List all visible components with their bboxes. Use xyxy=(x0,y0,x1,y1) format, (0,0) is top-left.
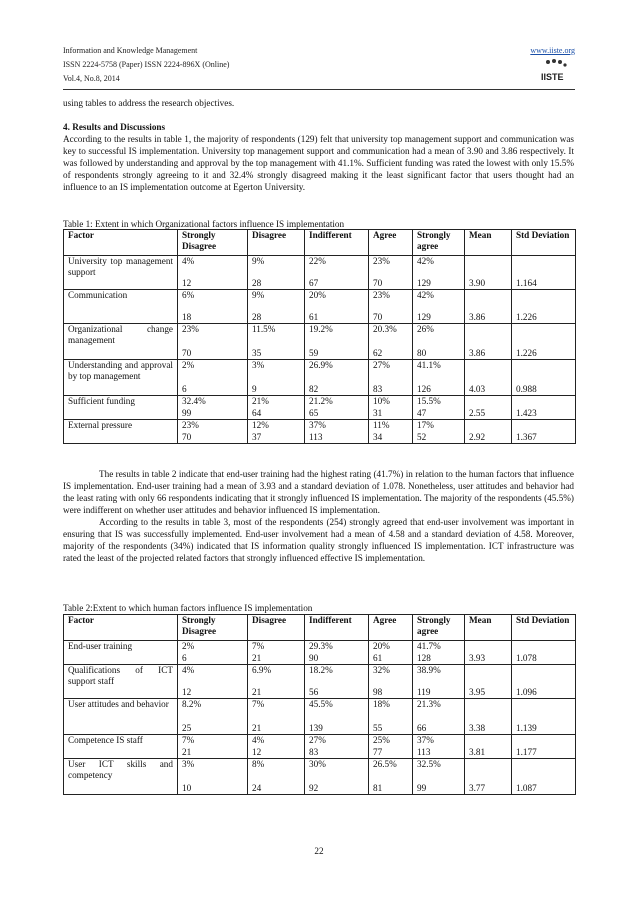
mean-cell: 3.77 xyxy=(465,759,512,795)
iiste-logo-text: IISTE xyxy=(541,72,564,82)
response-cell xyxy=(305,360,369,396)
response-cell xyxy=(413,735,465,759)
count-value: 28 xyxy=(252,312,262,322)
percent-value: 41.7% xyxy=(417,641,441,651)
count-value: 64 xyxy=(252,408,262,418)
response-cell xyxy=(248,360,305,396)
response-cell xyxy=(413,290,465,324)
response-cell xyxy=(248,699,305,735)
response-cell xyxy=(178,324,248,360)
percent-value: 25% xyxy=(373,735,390,745)
count-value: 12 xyxy=(182,278,192,288)
percent-value: 37% xyxy=(309,420,326,430)
response-cell xyxy=(248,324,305,360)
percent-value: 20% xyxy=(309,290,326,300)
percent-value: 23% xyxy=(182,324,199,334)
factor-cell: Organizational change management xyxy=(64,324,178,360)
response-cell xyxy=(248,420,305,444)
header-cell: Factor xyxy=(64,230,178,256)
count-value: 98 xyxy=(373,687,383,697)
count-value: 21 xyxy=(252,723,262,733)
std-cell: 1.367 xyxy=(512,420,576,444)
response-cell xyxy=(369,735,413,759)
count-value: 31 xyxy=(373,408,383,418)
count-value: 9 xyxy=(252,384,257,394)
percent-value: 4% xyxy=(182,665,195,675)
table2-caption: Table 2:Extent to which human factors influence IS implementation xyxy=(63,603,313,613)
mean-cell: 3.95 xyxy=(465,665,512,699)
response-cell xyxy=(305,324,369,360)
count-value: 56 xyxy=(309,687,319,697)
percent-value: 18% xyxy=(373,699,390,709)
response-cell xyxy=(369,420,413,444)
count-value: 18 xyxy=(182,312,192,322)
percent-value: 30% xyxy=(309,759,326,769)
response-cell xyxy=(305,699,369,735)
percent-value: 17% xyxy=(417,420,434,430)
response-cell xyxy=(413,759,465,795)
percent-value: 23% xyxy=(373,290,390,300)
response-cell xyxy=(369,256,413,290)
mean-cell: 3.81 xyxy=(465,735,512,759)
count-value: 70 xyxy=(373,278,383,288)
response-cell xyxy=(178,735,248,759)
response-cell xyxy=(305,290,369,324)
table-row xyxy=(64,759,576,795)
std-cell: 1.226 xyxy=(512,290,576,324)
table2-header-row xyxy=(64,615,576,641)
count-value: 12 xyxy=(252,747,262,757)
factor-cell: Qualifications of ICT support staff xyxy=(64,665,178,699)
response-cell xyxy=(413,420,465,444)
percent-value: 10% xyxy=(373,396,390,406)
percent-value: 29.3% xyxy=(309,641,333,651)
percent-value: 21% xyxy=(252,396,269,406)
response-cell xyxy=(178,420,248,444)
header-cell: Strongly agree xyxy=(413,615,465,641)
percent-value: 9% xyxy=(252,256,265,266)
response-cell xyxy=(248,641,305,665)
header-cell: Agree xyxy=(369,230,413,256)
factor-cell: University top management support xyxy=(64,256,178,290)
percent-value: 4% xyxy=(252,735,265,745)
results-section xyxy=(63,121,574,193)
response-cell xyxy=(369,759,413,795)
paragraph-3: According to the results in table 3, most of the respondents (254) strongly agreed that end-user involvement was important in ensuring that IS was successfully implemented. End-user involvement had a mean of 4.58 and a standard deviation of 4.58. Moreover, majority of the respondents (34%) indicated that IS information quality strongly influenced IS implementation. ICT infrastructure was rated the least of the projected related factors that strongly influenced effective IS implementation. xyxy=(63,517,574,563)
table-row xyxy=(64,290,576,324)
count-value: 70 xyxy=(373,312,383,322)
std-cell: 1.139 xyxy=(512,699,576,735)
percent-value: 18.2% xyxy=(309,665,333,675)
response-cell xyxy=(178,290,248,324)
std-cell: 1.423 xyxy=(512,396,576,420)
response-cell xyxy=(369,396,413,420)
std-cell: 1.096 xyxy=(512,665,576,699)
factor-cell: Competence IS staff xyxy=(64,735,178,759)
count-value: 62 xyxy=(373,348,383,358)
table-row xyxy=(64,324,576,360)
table-row xyxy=(64,735,576,759)
mean-cell: 3.38 xyxy=(465,699,512,735)
count-value: 10 xyxy=(182,783,192,793)
count-value: 77 xyxy=(373,747,383,757)
percent-value: 41.1% xyxy=(417,360,441,370)
table1-header-row xyxy=(64,230,576,256)
count-value: 70 xyxy=(182,348,192,358)
response-cell xyxy=(178,699,248,735)
count-value: 119 xyxy=(417,687,431,697)
table-row xyxy=(64,665,576,699)
table-row xyxy=(64,256,576,290)
response-cell xyxy=(248,759,305,795)
std-cell: 1.087 xyxy=(512,759,576,795)
count-value: 128 xyxy=(417,653,431,663)
count-value: 99 xyxy=(417,783,427,793)
header-cell: Factor xyxy=(64,615,178,641)
percent-value: 26.9% xyxy=(309,360,333,370)
percent-value: 20% xyxy=(373,641,390,651)
header-cell: Std Deviation xyxy=(512,230,576,256)
response-cell xyxy=(369,641,413,665)
percent-value: 37% xyxy=(417,735,434,745)
response-cell xyxy=(369,290,413,324)
percent-value: 2% xyxy=(182,360,195,370)
count-value: 52 xyxy=(417,432,427,442)
header-cell: Mean xyxy=(465,615,512,641)
factor-cell: Sufficient funding xyxy=(64,396,178,420)
table-2 xyxy=(63,614,576,795)
discussion-block xyxy=(63,468,574,564)
response-cell xyxy=(369,360,413,396)
response-cell xyxy=(413,665,465,699)
count-value: 21 xyxy=(252,687,262,697)
response-cell xyxy=(369,665,413,699)
table-row xyxy=(64,360,576,396)
iiste-logo xyxy=(540,58,570,84)
std-cell: 1.078 xyxy=(512,641,576,665)
response-cell xyxy=(305,665,369,699)
std-cell: 1.226 xyxy=(512,324,576,360)
section-heading: 4. Results and Discussions xyxy=(63,122,166,132)
percent-value: 27% xyxy=(373,360,390,370)
percent-value: 23% xyxy=(182,420,199,430)
header-cell: Indifferent xyxy=(305,615,369,641)
percent-value: 42% xyxy=(417,256,434,266)
response-cell xyxy=(413,396,465,420)
count-value: 37 xyxy=(252,432,262,442)
percent-value: 9% xyxy=(252,290,265,300)
header-cell: Strongly agree xyxy=(413,230,465,256)
percent-value: 7% xyxy=(252,641,265,651)
response-cell xyxy=(369,699,413,735)
volume-line: Vol.4, No.8, 2014 xyxy=(63,74,120,83)
paragraph-2: The results in table 2 indicate that end-user training had the highest rating (41.7%) in relation to the human factors that influence IS implementation. End-user training had a mean of 3.93 and a standard deviation of 1.078. Nonetheless, user attitudes and behavior had the least rating with only 66 respondents indicating that it strongly influenced IS implementation. The majority of the respondents (45.5%) were indifferent on whether user attitudes and behavior influenced IS implementation. xyxy=(63,469,574,515)
percent-value: 3% xyxy=(252,360,265,370)
count-value: 28 xyxy=(252,278,262,288)
count-value: 55 xyxy=(373,723,383,733)
count-value: 113 xyxy=(417,747,431,757)
count-value: 92 xyxy=(309,783,319,793)
count-value: 34 xyxy=(373,432,383,442)
response-cell xyxy=(413,256,465,290)
response-cell xyxy=(413,641,465,665)
factor-cell: Understanding and approval by top management xyxy=(64,360,178,396)
count-value: 66 xyxy=(417,723,427,733)
header-cell: Disagree xyxy=(248,230,305,256)
percent-value: 32.5% xyxy=(417,759,441,769)
percent-value: 23% xyxy=(373,256,390,266)
count-value: 6 xyxy=(182,653,187,663)
percent-value: 22% xyxy=(309,256,326,266)
table-row xyxy=(64,420,576,444)
intro-line: using tables to address the research objectives. xyxy=(63,98,235,108)
count-value: 6 xyxy=(182,384,187,394)
percent-value: 7% xyxy=(182,735,195,745)
mean-cell: 2.55 xyxy=(465,396,512,420)
response-cell xyxy=(413,360,465,396)
response-cell xyxy=(305,759,369,795)
response-cell xyxy=(178,256,248,290)
count-value: 126 xyxy=(417,384,431,394)
count-value: 61 xyxy=(373,653,383,663)
count-value: 35 xyxy=(252,348,262,358)
response-cell xyxy=(248,665,305,699)
header-cell: Mean xyxy=(465,230,512,256)
percent-value: 11% xyxy=(373,420,390,430)
factor-cell: End-user training xyxy=(64,641,178,665)
response-cell xyxy=(178,665,248,699)
percent-value: 15.5% xyxy=(417,396,441,406)
percent-value: 21.3% xyxy=(417,699,441,709)
percent-value: 27% xyxy=(309,735,326,745)
factor-cell: User attitudes and behavior xyxy=(64,699,178,735)
percent-value: 12% xyxy=(252,420,269,430)
header-cell: Agree xyxy=(369,615,413,641)
response-cell xyxy=(178,396,248,420)
header-cell: Strongly Disagree xyxy=(178,615,248,641)
response-cell xyxy=(248,290,305,324)
page-number: 22 xyxy=(314,846,324,856)
header-cell: Indifferent xyxy=(305,230,369,256)
count-value: 82 xyxy=(309,384,319,394)
percent-value: 20.3% xyxy=(373,324,397,334)
percent-value: 26.5% xyxy=(373,759,397,769)
response-cell xyxy=(413,699,465,735)
response-cell xyxy=(178,641,248,665)
percent-value: 38.9% xyxy=(417,665,441,675)
count-value: 47 xyxy=(417,408,427,418)
percent-value: 2% xyxy=(182,641,195,651)
mean-cell: 4.03 xyxy=(465,360,512,396)
mean-cell: 3.93 xyxy=(465,641,512,665)
response-cell xyxy=(413,324,465,360)
intro-block xyxy=(63,97,574,109)
count-value: 12 xyxy=(182,687,192,697)
count-value: 139 xyxy=(309,723,323,733)
journal-name: Information and Knowledge Management xyxy=(63,46,198,55)
percent-value: 11.5% xyxy=(252,324,276,334)
count-value: 81 xyxy=(373,783,383,793)
percent-value: 6% xyxy=(182,290,195,300)
response-cell xyxy=(369,324,413,360)
journal-url-link[interactable]: www.iiste.org xyxy=(530,46,575,55)
response-cell xyxy=(305,396,369,420)
table-1 xyxy=(63,229,576,444)
count-value: 99 xyxy=(182,408,192,418)
count-value: 90 xyxy=(309,653,319,663)
count-value: 83 xyxy=(373,384,383,394)
count-value: 21 xyxy=(252,653,262,663)
percent-value: 3% xyxy=(182,759,195,769)
header-cell: Strongly Disagree xyxy=(178,230,248,256)
std-cell: 1.164 xyxy=(512,256,576,290)
count-value: 21 xyxy=(182,747,192,757)
response-cell xyxy=(305,256,369,290)
mean-cell: 2.92 xyxy=(465,420,512,444)
mean-cell: 3.86 xyxy=(465,324,512,360)
header-cell: Std Deviation xyxy=(512,615,576,641)
factor-cell: External pressure xyxy=(64,420,178,444)
percent-value: 21.2% xyxy=(309,396,333,406)
percent-value: 19.2% xyxy=(309,324,333,334)
percent-value: 42% xyxy=(417,290,434,300)
response-cell xyxy=(178,360,248,396)
percent-value: 7% xyxy=(252,699,265,709)
table-row xyxy=(64,396,576,420)
percent-value: 4% xyxy=(182,256,195,266)
factor-cell: User ICT skills and competency xyxy=(64,759,178,795)
header-cell: Disagree xyxy=(248,615,305,641)
table-row xyxy=(64,699,576,735)
count-value: 25 xyxy=(182,723,192,733)
response-cell xyxy=(248,256,305,290)
response-cell xyxy=(248,735,305,759)
factor-cell: Communication xyxy=(64,290,178,324)
response-cell xyxy=(305,420,369,444)
response-cell xyxy=(178,759,248,795)
percent-value: 32% xyxy=(373,665,390,675)
count-value: 24 xyxy=(252,783,262,793)
table-row xyxy=(64,641,576,665)
percent-value: 32.4% xyxy=(182,396,206,406)
table1-caption: Table 1: Extent in which Organizational factors influence IS implementation xyxy=(63,219,345,229)
count-value: 83 xyxy=(309,747,319,757)
issn-line: ISSN 2224-5758 (Paper) ISSN 2224-896X (Online) xyxy=(63,60,230,69)
percent-value: 8.2% xyxy=(182,699,202,709)
response-cell xyxy=(305,641,369,665)
std-cell: 1.177 xyxy=(512,735,576,759)
count-value: 80 xyxy=(417,348,427,358)
mean-cell: 3.86 xyxy=(465,290,512,324)
percent-value: 6.9% xyxy=(252,665,272,675)
percent-value: 8% xyxy=(252,759,265,769)
count-value: 65 xyxy=(309,408,319,418)
percent-value: 26% xyxy=(417,324,434,334)
count-value: 113 xyxy=(309,432,323,442)
count-value: 59 xyxy=(309,348,319,358)
percent-value: 45.5% xyxy=(309,699,333,709)
count-value: 70 xyxy=(182,432,192,442)
count-value: 129 xyxy=(417,312,431,322)
count-value: 67 xyxy=(309,278,319,288)
paragraph-1: According to the results in table 1, the majority of respondents (129) felt that university top management support and communication was key to successful IS implementation. University top management support and communication had a mean of 3.90 and 3.86 respectively. It was followed by understanding and approval by the top management with 41.1%. Sufficient funding was rated the lowest with only 15.5% of respondents strongly agreeing to it and 32.4% strongly disagreed making it the least significant factor that users thought had an influence to an IS implementation outcome at Egerton University. xyxy=(63,134,574,192)
std-cell: 0.988 xyxy=(512,360,576,396)
response-cell xyxy=(248,396,305,420)
count-value: 129 xyxy=(417,278,431,288)
header-rule xyxy=(63,89,575,90)
count-value: 61 xyxy=(309,312,319,322)
mean-cell: 3.90 xyxy=(465,256,512,290)
response-cell xyxy=(305,735,369,759)
